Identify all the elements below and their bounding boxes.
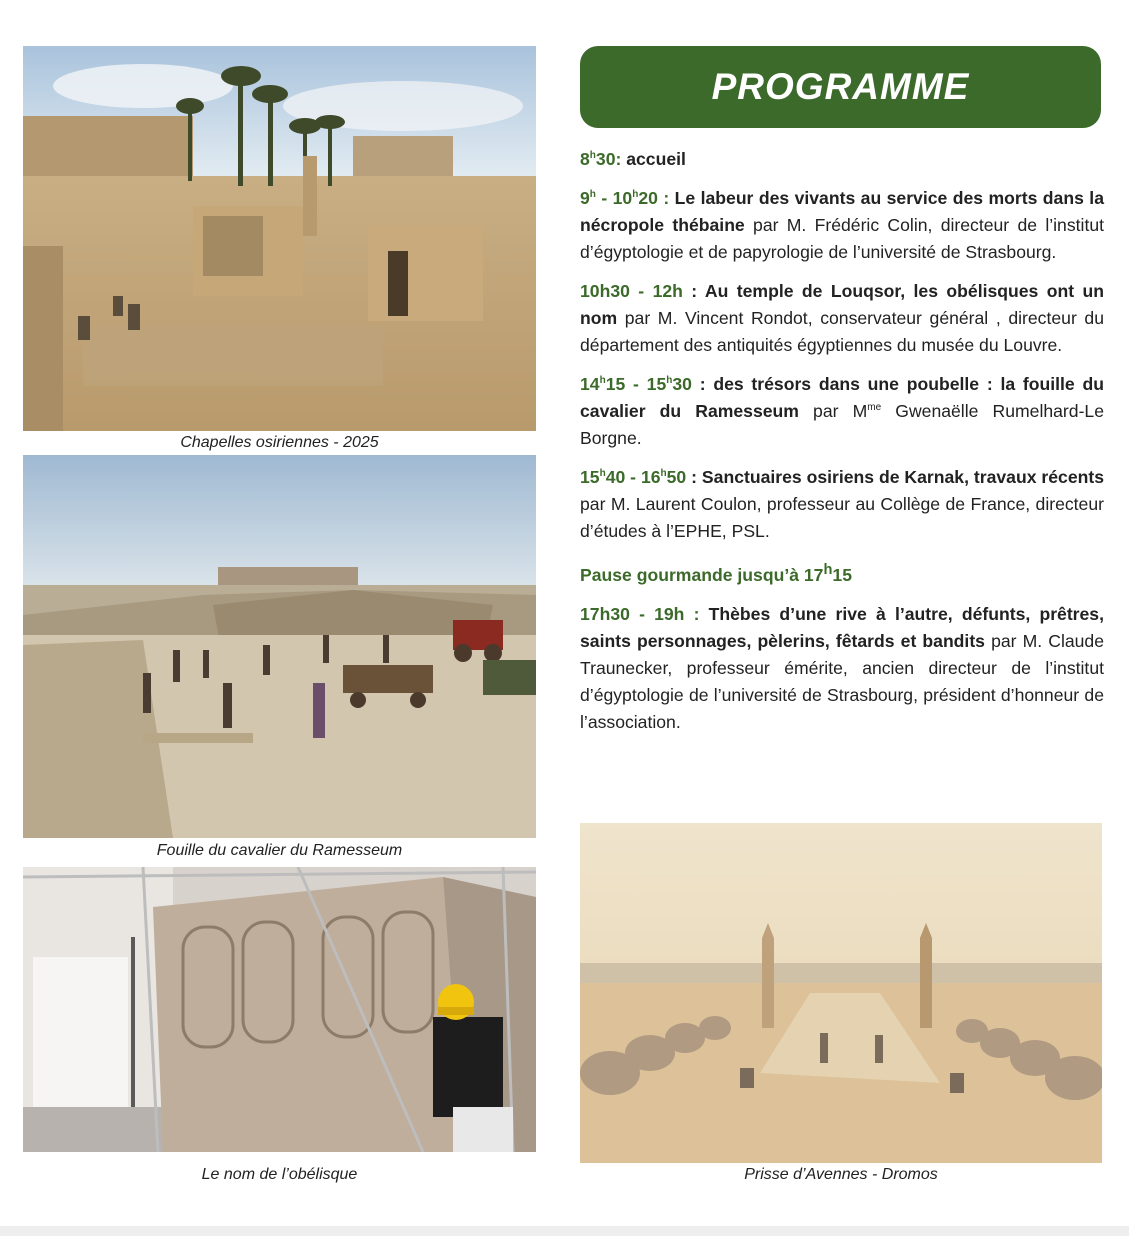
item-speaker: par $M^{me}$ Gwenaëlle Rumelhard-Le Borgne. [580, 401, 1104, 448]
caption-photo-3: Le nom de l’obélisque [201, 1166, 358, 1183]
programme-item-pause: Pause gourmande jusqu’à 17$^h$15 [580, 562, 852, 585]
footer-bar [0, 1226, 1129, 1236]
item-time: 8$^h$30: [580, 149, 622, 169]
caption-photo-4: Prisse d’Avennes - Dromos [744, 1166, 938, 1183]
programme-item-rumelhard: 14$^h$15 - 15$^h$30 : des trésors dans une poubelle : la fouille du cavalier du Ramesseum par $M^{me}$ Gwenaëlle Rumelhard-Le Borgne. [580, 374, 1104, 448]
photo-chapelles-osiriennes [23, 46, 536, 431]
item-time: 14$^h$15 - 15$^h$30 [580, 374, 692, 394]
photo-cavalier-ramesseum [23, 455, 536, 838]
item-time: 17h30 - 19h : [580, 603, 700, 624]
item-title: des trésors dans une poubelle : la fouille du cavalier du Ramesseum [580, 374, 1104, 421]
programme-item-traunecker [580, 601, 1104, 736]
caption-photo-1: Chapelles osiriennes - 2025 [180, 434, 379, 451]
item-speaker: par M. Vincent Rondot, conservateur général , directeur du département des antiquités égyptiennes du musée du Louvre. [580, 308, 1104, 355]
item-title: Le labeur des vivants au service des morts dans la nécropole thébaine [580, 188, 1104, 235]
page-title: PROGRAMME [711, 66, 970, 107]
item-time: 10h30 - 12h [580, 281, 683, 301]
programme-banner [580, 46, 1101, 128]
caption-photo-2: Fouille du cavalier du Ramesseum [156, 842, 403, 859]
item-speaker: par M. Frédéric Colin, directeur de l’institut d’égyptologie et de papyrologie de l’université de Strasbourg. [580, 215, 1104, 262]
programme-item-colin [580, 185, 1104, 266]
programme-item-accueil [580, 146, 1104, 173]
photo-nom-obelisque [23, 867, 536, 1152]
item-title: Au temple de Louqsor, les obélisques ont un nom [580, 281, 1104, 328]
item-time: 15$^h$40 - 16$^h$50 [580, 467, 687, 487]
item-speaker: par M. Claude Traunecker, professeur émérite, ancien directeur de l’institut d’égyptologie de l’université de Strasbourg, président d’honneur de l’association. [580, 630, 1104, 732]
item-title: accueil [626, 149, 686, 169]
item-speaker: par M. Laurent Coulon, professeur au Collège de France, directeur d’études à l’EPHE, PSL. [580, 494, 1104, 541]
programme-list [580, 146, 1104, 748]
item-title: Thèbes d’une rive à l’autre, défunts, prêtres, saints personnages, pèlerins, fêtards et bandits [580, 603, 1104, 651]
item-time: 9$^h$ - 10$^h$20 : [580, 188, 670, 208]
programme-item-rondot: 10h30 - 12h : Au temple de Louqsor, les obélisques ont un nom par M. Vincent Rondot, conservateur général , directeur du département des antiquités égyptiennes du musée du Louvre. [580, 281, 1104, 355]
programme-item-coulon: 15$^h$40 - 16$^h$50 : Sanctuaires osiriens de Karnak, travaux récents par M. Laurent Coulon, professeur au Collège de France, directeur d’études à l’EPHE, PSL. [580, 467, 1104, 541]
item-title: Sanctuaires osiriens de Karnak, travaux récents [701, 467, 1104, 487]
photo-prisse-dromos [580, 823, 1102, 1163]
